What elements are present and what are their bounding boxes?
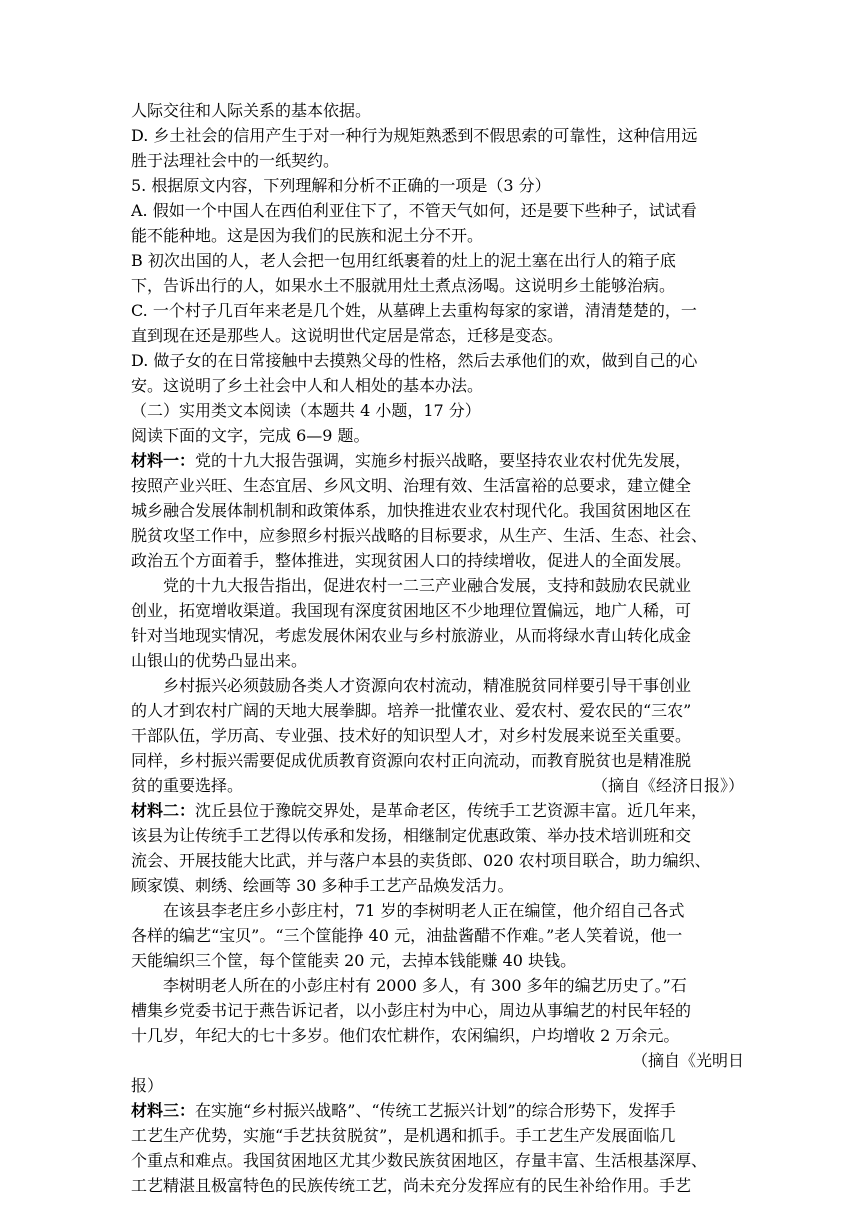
option-a: A. 假如一个中国人在西伯利亚住下了，不管天气如何，还是要下些种子，试试看 [131, 201, 697, 220]
material-2-label: 材料二： [131, 801, 196, 820]
option-b: B 初次出国的人，老人会把一包用红纸裹着的灶上的泥土塞在出行人的箱子底 [131, 251, 676, 270]
text-line: 槽集乡党委书记于燕告诉记者，以小彭庄村为中心，周边从事编艺的村民年轻的 [131, 1001, 692, 1020]
text-line: 工艺生产优势，实施“手艺扶贫脱贫”，是机遇和抓手。手工艺生产发展面临几 [131, 1126, 676, 1145]
text-line: 胜于法理社会中的一纸契约。 [131, 151, 340, 170]
text-line: 在该县李老庄乡小彭庄村，71 岁的李树明老人正在编筐，他介绍自己各式 [163, 901, 685, 920]
text-span: 沈丘县位于豫皖交界处，是革命老区，传统手工艺资源丰富。近几年来， [195, 801, 708, 820]
text-span: 在实施“乡村振兴战略”、“传统工艺振兴计划”的综合形势下，发挥手 [195, 1101, 676, 1120]
text-line: 流会、开展技能大比武，并与落户本县的卖货郎、020 农村项目联合，助力编织、 [131, 851, 711, 870]
option-c: C. 一个村子几百年来老是几个姓，从墓碑上去重构每家的家谱，清清楚楚的，一 [131, 301, 697, 320]
text-line: 的人才到农村广阔的天地大展拳脚。培养一批懂农业、爱农村、爱农民的“三农” [131, 701, 692, 720]
text-line: 政治五个方面着手，整体推进，实现贫困人口的持续增收，促进人的全面发展。 [131, 551, 692, 570]
paragraph-line [131, 799, 741, 823]
material-1-label: 材料一： [131, 451, 196, 470]
text-line: 贫的重要选择。 [131, 776, 244, 795]
instruction: 阅读下面的文字，完成 6—9 题。 [131, 426, 370, 445]
text-line: 干部队伍，学历高、专业强、技术好的知识型人才，对乡村发展来说至关重要。 [131, 726, 692, 745]
text-line: 各样的编艺“宝贝”。“三个筐能挣 40 元，油盐酱醋不作难。”老人笑着说，他一 [131, 926, 683, 945]
text-line: 个重点和难点。我国贫困地区尤其少数民族贫困地区，存量丰富、生活根基深厚、 [131, 1151, 708, 1170]
text-line: 创业，拓宽增收渠道。我国现有深度贫困地区不少地理位置偏远，地广人稀，可 [131, 601, 692, 620]
text-span: 党的十九大报告强调，实施乡村振兴战略，要坚持农业农村优先发展， [195, 451, 692, 470]
text-line: 脱贫攻坚工作中，应参照乡村振兴战略的目标要求，从生产、生活、生态、社会、 [131, 526, 708, 545]
text-line: 顾家馍、刺绣、绘画等 30 多种手工艺产品焕发活力。 [131, 876, 514, 895]
text-line: 针对当地现实情况，考虑发展休闲农业与乡村旅游业，从而将绿水青山转化成金 [131, 626, 692, 645]
question-5: 5. 根据原文内容，下列理解和分析不正确的一项是（3 分） [131, 176, 551, 195]
text-line: 李树明老人所在的小彭庄村有 2000 多人，有 300 多年的编艺历史了。”石 [163, 976, 687, 995]
text-line: 按照产业兴旺、生态宜居、乡风文明、治理有效、生活富裕的总要求，建立健全 [131, 476, 692, 495]
source-citation: （摘自《经济日报》） [591, 776, 744, 795]
text-line: 十几岁，年纪大的七十多岁。他们农忙耕作，农闲编织，户均增收 2 万余元。 [131, 1026, 680, 1045]
source-citation-cont: 报） [131, 1076, 164, 1095]
text-line: 下，告诉出行的人，如果水土不服就用灶土煮点汤喝。这说明乡土能够治病。 [131, 276, 676, 295]
text-line: 山银山的优势凸显出来。 [131, 651, 308, 670]
text-line: 能不能种地。这是因为我们的民族和泥土分不开。 [131, 226, 484, 245]
option-d: D. 做子女的在日常接触中去摸熟父母的性格，然后去承他们的欢，做到自己的心 [131, 351, 698, 370]
text-line: 同样，乡村振兴需要促成优质教育资源向农村正向流动，而教育脱贫也是精准脱 [131, 751, 692, 770]
material-3-label: 材料三： [131, 1101, 196, 1120]
text-line: 乡村振兴必须鼓励各类人才资源向农村流动，精准脱贫同样要引导干事创业 [163, 676, 692, 695]
paragraph-line [131, 449, 741, 473]
source-citation: （摘自《光明日 [631, 1051, 744, 1070]
text-line: 人际交往和人际关系的基本依据。 [131, 101, 372, 120]
text-line: 城乡融合发展体制机制和政策体系，加快推进农业农村现代化。我国贫困地区在 [131, 501, 692, 520]
text-line: 安。这说明了乡土社会中人和人相处的基本办法。 [131, 376, 484, 395]
section-heading: （二）实用类文本阅读（本题共 4 小题，17 分） [131, 401, 481, 420]
text-line: 天能编织三个筐，每个筐能卖 20 元，去掉本钱能赚 40 块钱。 [131, 951, 577, 970]
text-line: 直到现在还是那些人。这说明世代定居是常态，迁移是变态。 [131, 326, 564, 345]
text-line: 党的十九大报告指出，促进农村一二三产业融合发展，支持和鼓励农民就业 [163, 576, 692, 595]
text-line: 该县为让传统手工艺得以传承和发扬，相继制定优惠政策、举办技术培训班和交 [131, 826, 692, 845]
paragraph-line [131, 1099, 741, 1123]
text-line: D. 乡土社会的信用产生于对一种行为规矩熟悉到不假思索的可靠性，这种信用远 [131, 126, 698, 145]
text-line: 工艺精湛且极富特色的民族传统工艺，尚未充分发挥应有的民生补给作用。手艺 [131, 1176, 692, 1195]
